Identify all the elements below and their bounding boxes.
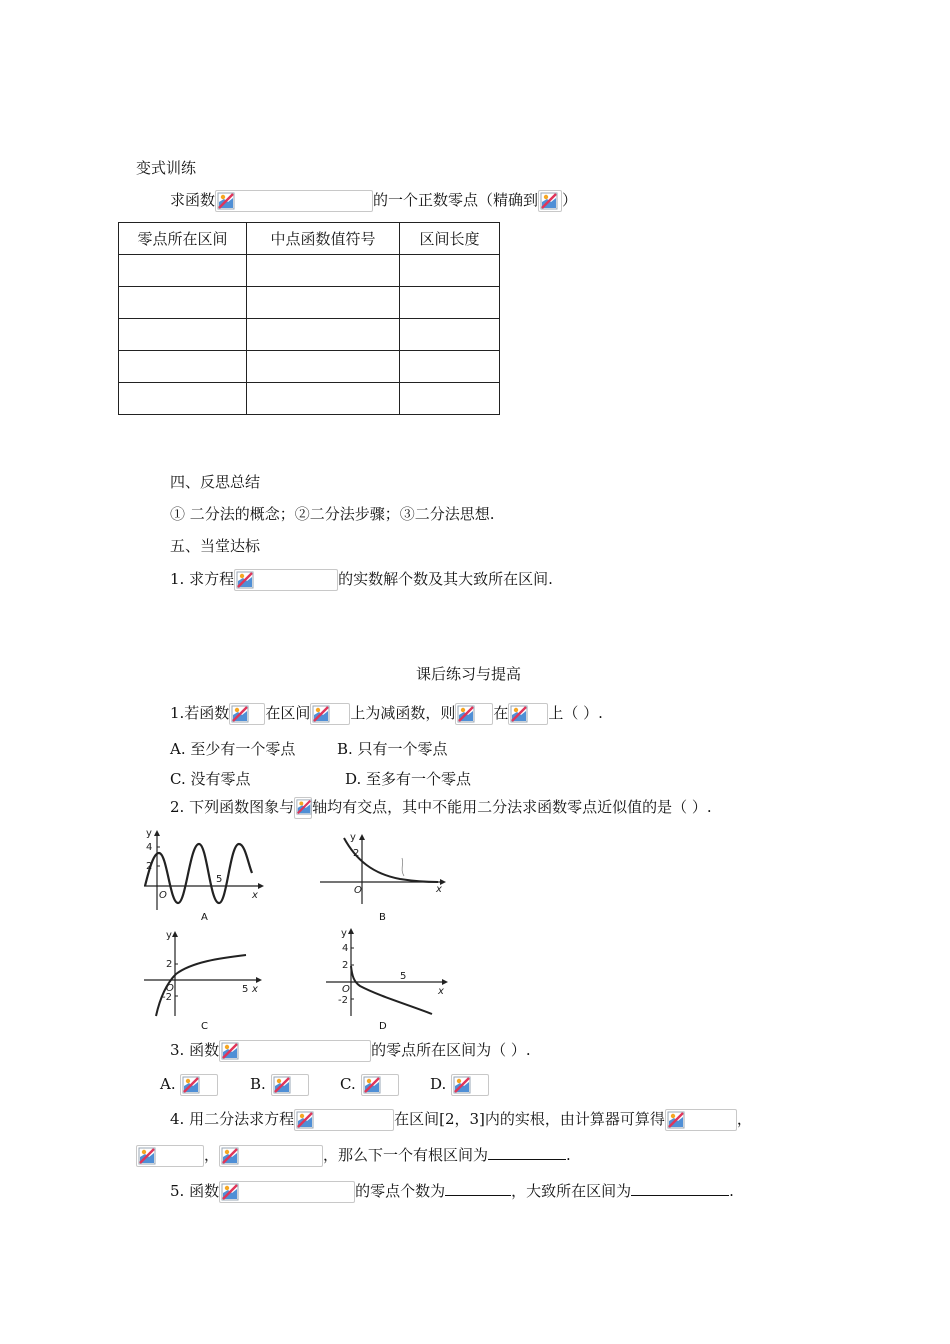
- y-axis-arrow: [172, 931, 178, 937]
- question-text: 5. 函数: [170, 1182, 220, 1200]
- y-axis-arrow: [359, 834, 365, 840]
- broken-image-icon: [138, 1147, 156, 1165]
- broken-image-icon: [453, 1076, 471, 1094]
- broken-image-icon: [182, 1076, 200, 1094]
- formula-image: [455, 703, 493, 725]
- graph-d-caption: D: [379, 1021, 387, 1032]
- homework-question4-line1: [170, 1109, 752, 1131]
- section5-question1: [170, 569, 553, 591]
- formula-image: [234, 569, 338, 591]
- table-cell: [400, 255, 500, 287]
- table-row: [119, 319, 500, 351]
- origin-label: O: [166, 983, 174, 994]
- table-header-row: [119, 223, 500, 255]
- formula-image: [665, 1109, 737, 1131]
- table-cell: [247, 383, 400, 415]
- table-cell: [119, 255, 247, 287]
- question-text: ，: [204, 1146, 220, 1164]
- q3-option-b: [250, 1074, 309, 1096]
- table-cell: [247, 351, 400, 383]
- answer-blank[interactable]: [631, 1179, 729, 1196]
- graph-b: [318, 832, 448, 912]
- bisection-table: [118, 222, 500, 415]
- formula-image: [451, 1074, 489, 1096]
- formula-image: [180, 1074, 218, 1096]
- formula-image: [271, 1074, 309, 1096]
- tick-label: -2: [338, 995, 348, 1006]
- question-text: 上（ ）.: [548, 704, 603, 722]
- axis-label-x: x: [252, 890, 258, 901]
- broken-image-icon: [221, 1147, 239, 1165]
- variant-prompt-c: ）: [562, 191, 578, 209]
- question-text: .: [729, 1182, 734, 1200]
- y-axis-arrow: [154, 830, 160, 836]
- decay-curve: [344, 838, 438, 882]
- formula-image: [215, 190, 373, 212]
- table-cell: [400, 383, 500, 415]
- broken-image-icon: [312, 705, 330, 723]
- formula-image: [219, 1145, 323, 1167]
- broken-image-icon: [296, 799, 312, 815]
- option-c: C. 没有零点: [170, 770, 251, 788]
- question-text: ，大致所在区间为: [511, 1182, 632, 1200]
- question-text: 轴均有交点，其中不能用二分法求函数零点近似值的是（ ）.: [312, 798, 712, 816]
- question-text: 在区间: [265, 704, 311, 722]
- question-text: 的零点所在区间为（ ）.: [371, 1041, 531, 1059]
- question-text: ，: [736, 1110, 752, 1128]
- option-d: D. 至多有一个零点: [345, 770, 472, 788]
- table-cell: [119, 319, 247, 351]
- homework-question1: [170, 703, 603, 725]
- formula-image: [294, 1109, 394, 1131]
- x-axis-arrow: [258, 883, 264, 889]
- q3-option-a: [160, 1074, 218, 1096]
- answer-blank[interactable]: [445, 1179, 511, 1196]
- section4-heading: 四、反思总结: [170, 473, 261, 491]
- table-header: 零点所在区间: [119, 223, 247, 255]
- table-cell: [119, 351, 247, 383]
- broken-image-icon: [217, 192, 235, 210]
- tick-label: 5: [242, 984, 249, 995]
- table-header: 中点函数值符号: [247, 223, 400, 255]
- tick-label: 2: [353, 848, 360, 859]
- axis-label-y: y: [350, 832, 356, 843]
- table-row: [119, 287, 500, 319]
- broken-image-icon: [236, 571, 254, 589]
- broken-image-icon: [667, 1111, 685, 1129]
- variant-prompt-b: 的一个正数零点（精确到: [373, 191, 539, 209]
- table-row: [119, 255, 500, 287]
- axis-label-x: x: [252, 984, 258, 995]
- table-header: 区间长度: [400, 223, 500, 255]
- table-cell: [247, 319, 400, 351]
- formula-image: [508, 703, 548, 725]
- q3-option-c: [340, 1074, 399, 1096]
- y-axis-arrow: [348, 928, 354, 934]
- broken-image-icon: [457, 705, 475, 723]
- formula-image: [361, 1074, 399, 1096]
- question-text: 4. 用二分法求方程: [170, 1110, 295, 1128]
- axis-label-y: y: [166, 930, 172, 941]
- question-text: 在: [493, 704, 509, 722]
- graph-b-caption: B: [379, 912, 386, 923]
- table-cell: [247, 287, 400, 319]
- section4-text: ① 二分法的概念；②二分法步骤；③二分法思想.: [170, 505, 495, 523]
- x-axis-arrow: [442, 979, 448, 985]
- question-text: .: [566, 1146, 571, 1164]
- table-cell: [119, 383, 247, 415]
- axis-label-x: x: [436, 884, 442, 895]
- formula-image: [294, 797, 312, 819]
- tick-label: 4: [342, 943, 349, 954]
- tick-label: 4: [146, 842, 153, 853]
- homework-question5: [170, 1179, 734, 1203]
- tick-label: 5: [400, 971, 407, 982]
- decreasing-curve: [351, 966, 432, 1014]
- origin-label: O: [354, 885, 362, 896]
- formula-image: [219, 1040, 371, 1062]
- formula-image: [229, 703, 265, 725]
- table-row: [119, 351, 500, 383]
- table-cell: [400, 351, 500, 383]
- option-label: A.: [160, 1075, 176, 1093]
- question-text: 2. 下列函数图象与: [170, 798, 295, 816]
- broken-image-icon: [273, 1076, 291, 1094]
- tick-label: 2: [146, 861, 153, 872]
- axis-label-y: y: [341, 928, 347, 939]
- homework-question4-line2: [136, 1143, 571, 1167]
- formula-image: [136, 1145, 204, 1167]
- axis-label-y: y: [146, 828, 152, 839]
- question-text: 1.若函数: [170, 704, 230, 722]
- table-row: [119, 383, 500, 415]
- origin-label: O: [159, 890, 167, 901]
- broken-image-icon: [540, 192, 558, 210]
- tick-label: 2: [166, 959, 173, 970]
- question-text: 3. 函数: [170, 1041, 220, 1059]
- question-text: 的实数解个数及其大致所在区间.: [338, 570, 553, 588]
- formula-image: [310, 703, 350, 725]
- option-label: C.: [340, 1075, 356, 1093]
- question-text: 1. 求方程: [170, 570, 235, 588]
- broken-image-icon: [296, 1111, 314, 1129]
- option-a: A. 至少有一个零点: [170, 740, 296, 758]
- formula-image: [219, 1181, 355, 1203]
- question-text: ，那么下一个有根区间为: [323, 1146, 489, 1164]
- broken-image-icon: [363, 1076, 381, 1094]
- tick-label: -2: [162, 992, 172, 1003]
- graph-c-caption: C: [201, 1021, 208, 1032]
- broken-image-icon: [221, 1183, 239, 1201]
- formula-image: [538, 190, 562, 212]
- homework-question3: [170, 1040, 531, 1062]
- table-cell: [247, 255, 400, 287]
- homework-title: 课后练习与提高: [416, 665, 522, 683]
- option-b: B. 只有一个零点: [337, 740, 448, 758]
- axis-label-x: x: [438, 986, 444, 997]
- q3-option-d: [430, 1074, 489, 1096]
- question-text: 上为减函数，则: [350, 704, 456, 722]
- answer-blank[interactable]: [488, 1143, 566, 1160]
- graph-a-caption: A: [201, 912, 208, 923]
- x-axis-arrow: [256, 977, 262, 983]
- table-cell: [119, 287, 247, 319]
- graph-d: [324, 924, 449, 1020]
- question-text: 的零点个数为: [355, 1182, 446, 1200]
- sketch-mark: [402, 858, 404, 876]
- question-text: 在区间[2，3]内的实根，由计算器可算得: [394, 1110, 665, 1128]
- option-label: B.: [250, 1075, 266, 1093]
- broken-image-icon: [510, 705, 528, 723]
- graph-a: [140, 828, 265, 913]
- tick-label: 2: [342, 960, 349, 971]
- section5-heading: 五、当堂达标: [170, 537, 261, 555]
- graph-c: [140, 928, 265, 1020]
- broken-image-icon: [221, 1042, 239, 1060]
- variant-heading: 变式训练: [136, 159, 197, 177]
- variant-prompt: [170, 190, 577, 212]
- homework-question2: [170, 797, 712, 819]
- variant-prompt-a: 求函数: [170, 191, 216, 209]
- option-label: D.: [430, 1075, 447, 1093]
- tick-label: 5: [216, 874, 223, 885]
- table-cell: [400, 287, 500, 319]
- broken-image-icon: [231, 705, 249, 723]
- table-cell: [400, 319, 500, 351]
- origin-label: O: [342, 984, 350, 995]
